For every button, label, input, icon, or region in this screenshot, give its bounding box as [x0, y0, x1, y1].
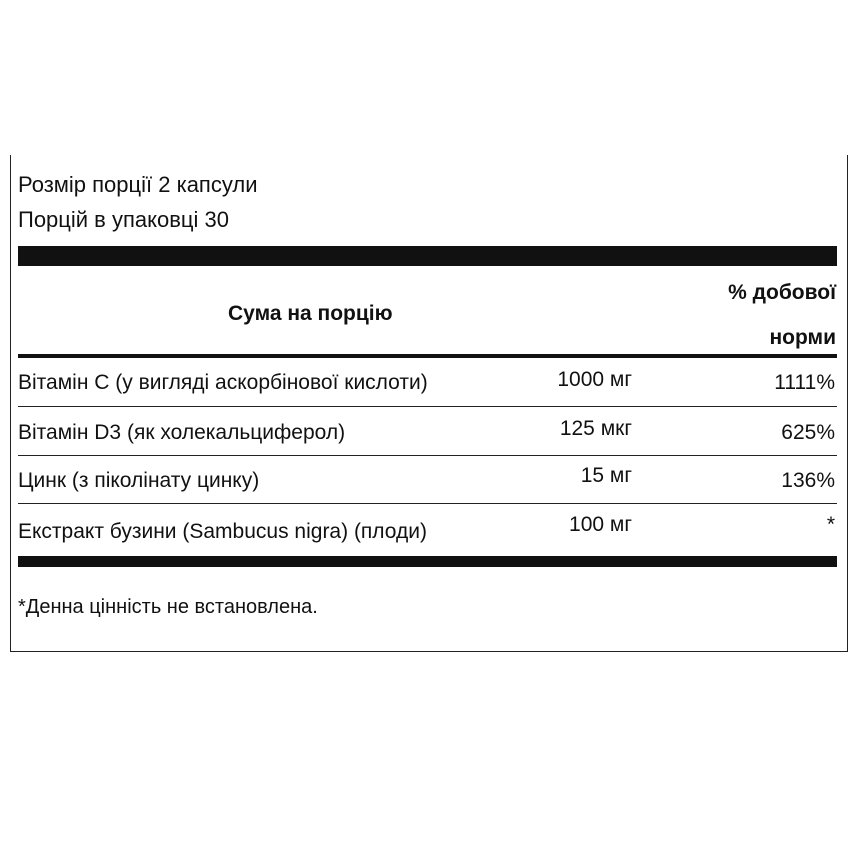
nutrient-daily-value: 1111%: [774, 371, 835, 394]
nutrient-name: Вітамін D3 (як холекальциферол): [18, 421, 346, 444]
top-thick-divider: [18, 246, 837, 266]
row-divider: [18, 503, 837, 504]
nutrient-amount: 125 мкг: [559, 417, 632, 440]
nutrient-daily-value: *: [826, 513, 835, 536]
nutrient-amount: 100 мг: [569, 513, 632, 536]
nutrient-name: Цинк (з піколінату цинку): [18, 469, 260, 492]
daily-value-header-line2: норми: [769, 326, 836, 349]
nutrient-name: Екстракт бузини (Sambucus nigra) (плоди): [18, 520, 427, 543]
row-divider: [18, 406, 837, 407]
footnote: *Денна цінність не встановлена.: [18, 596, 318, 618]
nutrient-amount: 15 мг: [580, 464, 632, 487]
daily-value-header-line1: % добової: [728, 281, 836, 304]
serving-size: Розмір порції 2 капсули: [18, 172, 258, 197]
row-divider: [18, 455, 837, 456]
servings-per-container: Порцій в упаковці 30: [18, 207, 229, 232]
nutrient-daily-value: 136%: [781, 469, 835, 492]
header-divider: [18, 354, 837, 358]
nutrient-name: Вітамін C (у вигляді аскорбінової кислоти): [18, 371, 428, 394]
nutrient-daily-value: 625%: [781, 421, 835, 444]
amount-per-serving-header: Сума на порцію: [228, 302, 393, 325]
nutrient-amount: 1000 мг: [557, 368, 632, 391]
bottom-thick-divider: [18, 556, 837, 567]
